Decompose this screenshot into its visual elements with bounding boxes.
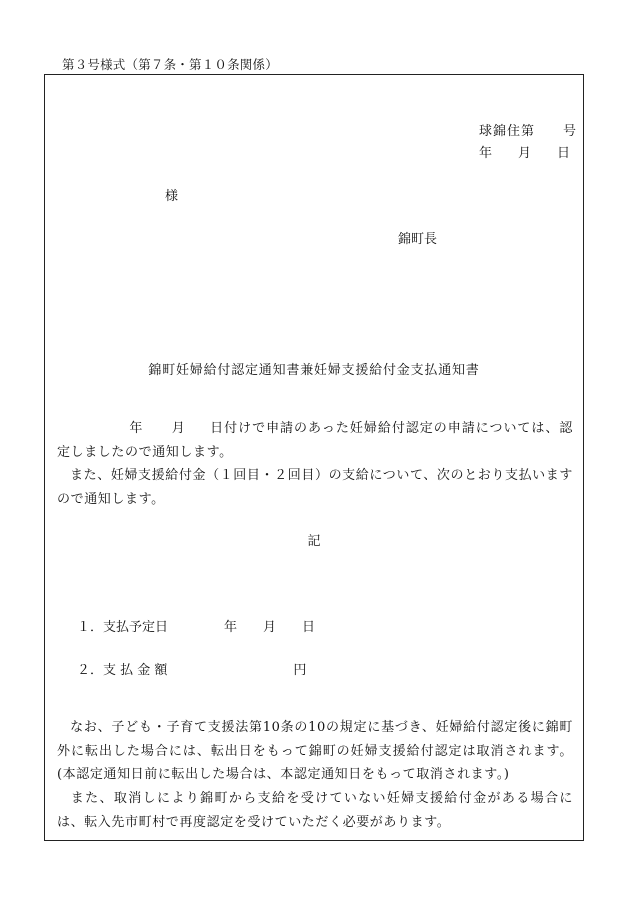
payment-day: 日	[302, 620, 316, 635]
intro-month: 月	[171, 421, 186, 436]
note-paragraph-1	[57, 716, 573, 787]
payment-month: 月	[263, 620, 277, 635]
intro-paragraph-2	[57, 464, 573, 511]
document-title: 錦町妊婦給付認定通知書兼妊婦支援給付金支払通知書	[148, 363, 480, 378]
payment-date-label: １．支払予定日	[77, 620, 169, 635]
payment-year: 年	[224, 620, 238, 635]
intro-text: 日付けで申請のあった妊婦給付認定の申請については、認定しましたので通知します。	[57, 421, 573, 460]
payment-amount-item	[77, 659, 306, 678]
intro-text-2: また、妊婦支援給付金（１回目・２回目）の支給について、次のとおり支払いますので通知します。	[57, 468, 573, 507]
payment-amount-label: ２．支 払 金 額	[77, 663, 168, 678]
note-text-1: なお、子ども・子育て支援法第10条の10の規定に基づき、妊婦給付認定後に錦町外に転出した場合には、転出日をもって錦町の妊婦支援給付認定は取消されます。(本認定通知日前に転出した場合は、本認定通知日をもって取消されます。)	[57, 720, 573, 782]
document-frame	[44, 74, 584, 841]
document-date: 年 月 日	[479, 146, 571, 161]
sender-name: 錦町長	[398, 232, 438, 247]
document-number: 球錦住第 号	[479, 124, 578, 139]
ki-heading: 記	[307, 534, 321, 549]
intro-year: 年	[129, 421, 144, 436]
note-text-2: また、取消しにより錦町から支給を受けていない妊婦支援給付金がある場合には、転入先市町村で再度認定を受けていただく必要があります。	[57, 791, 573, 830]
payment-date-item	[77, 616, 315, 635]
payment-amount-unit: 円	[293, 663, 307, 678]
form-number-label: 第３号様式（第７条・第１０条関係）	[62, 57, 278, 72]
note-paragraph-2	[57, 787, 573, 834]
recipient-honorific: 様	[165, 189, 179, 204]
intro-paragraph-1	[57, 417, 573, 464]
